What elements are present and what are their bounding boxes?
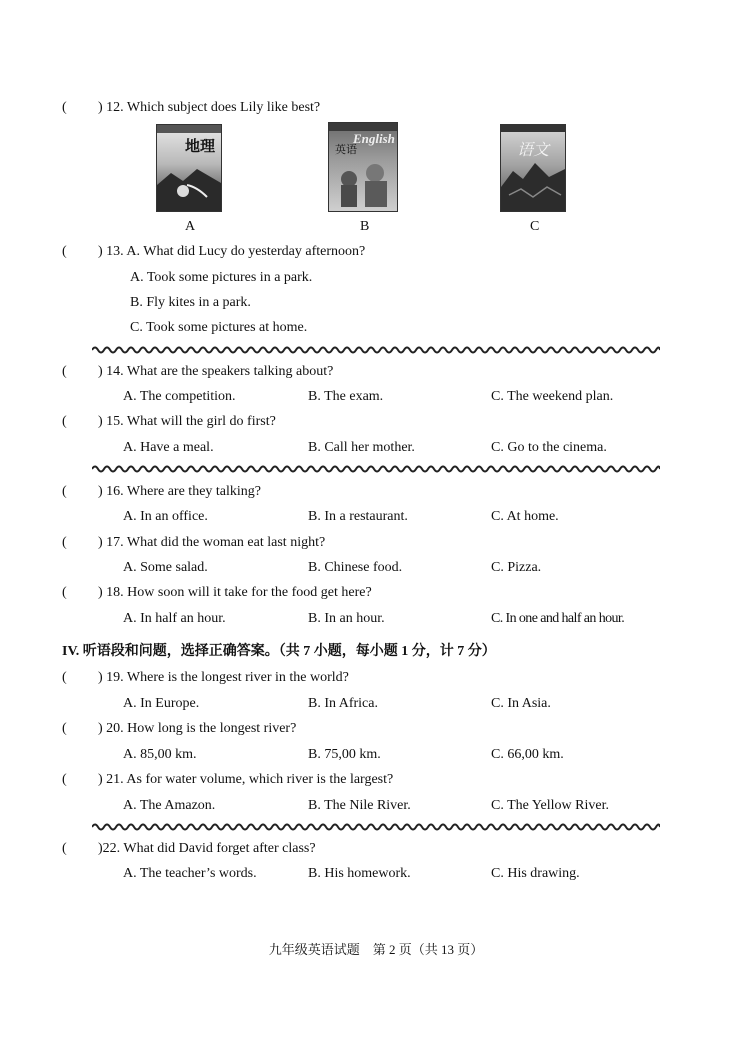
- question-22: )22. What did David forget after class?: [98, 841, 316, 856]
- page-footer: 九年级英语试题 第 2 页（共 13 页）: [268, 942, 484, 957]
- option-b: B. Fly kites in a park.: [130, 295, 251, 310]
- question-18: ) 18. How soon will it take for the food get here?: [98, 585, 372, 600]
- option-b: B. In a restaurant.: [308, 509, 408, 524]
- english-book-image[interactable]: [328, 122, 398, 212]
- question-20: ) 20. How long is the longest river?: [98, 721, 297, 736]
- option-a: A. Took some pictures in a park.: [130, 270, 313, 285]
- question-13: ) 13. A. What did Lucy do yesterday afternoon?: [98, 244, 366, 259]
- answer-paren[interactable]: (: [62, 772, 67, 787]
- question-16: ) 16. Where are they talking?: [98, 484, 262, 499]
- section-divider: [92, 345, 660, 355]
- option-b: B. 75,00 km.: [308, 747, 381, 762]
- section-divider: [92, 464, 660, 474]
- option-a: A. In Europe.: [123, 696, 200, 711]
- option-b: B. Call her mother.: [308, 440, 415, 455]
- option-c: C. 66,00 km.: [491, 747, 564, 762]
- geography-title: 地理: [185, 137, 216, 155]
- answer-paren[interactable]: (: [62, 484, 67, 499]
- option-c: C. His drawing.: [491, 866, 580, 881]
- option-c: C. The Yellow River.: [491, 798, 609, 813]
- question-19: ) 19. Where is the longest river in the world?: [98, 670, 349, 685]
- answer-paren[interactable]: (: [62, 721, 67, 736]
- english-title: 英语: [335, 143, 357, 156]
- option-a: A. The Amazon.: [123, 798, 216, 813]
- image-caption-a: A: [185, 219, 196, 234]
- image-caption-c: C: [530, 219, 540, 234]
- answer-paren[interactable]: (: [62, 535, 67, 550]
- option-a: A. In an office.: [123, 509, 208, 524]
- option-b: B. In Africa.: [308, 696, 378, 711]
- option-a: A. The teacher’s words.: [123, 866, 257, 881]
- answer-paren[interactable]: (: [62, 364, 67, 379]
- question-12: ) 12. Which subject does Lily like best?: [98, 100, 321, 115]
- option-a: A. Some salad.: [123, 560, 208, 575]
- question-15: ) 15. What will the girl do first?: [98, 414, 276, 429]
- answer-paren[interactable]: (: [62, 244, 67, 259]
- option-a: A. 85,00 km.: [123, 747, 197, 762]
- answer-paren[interactable]: (: [62, 585, 67, 600]
- option-a: A. Have a meal.: [123, 440, 214, 455]
- question-21: ) 21. As for water volume, which river is the largest?: [98, 772, 394, 787]
- chinese-title: 语文: [517, 140, 550, 159]
- option-c: C. The weekend plan.: [491, 389, 614, 404]
- option-b: B. His homework.: [308, 866, 411, 881]
- option-a: A. The competition.: [123, 389, 236, 404]
- answer-paren[interactable]: (: [62, 841, 67, 856]
- section-heading: IV. 听语段和问题，选择正确答案。（共 7 小题，每小题 1 分，计 7 分）: [62, 644, 496, 659]
- option-c: C. Took some pictures at home.: [130, 320, 308, 335]
- option-b: B. Chinese food.: [308, 560, 403, 575]
- image-caption-b: B: [360, 219, 370, 234]
- option-c: C. In one and half an hour.: [491, 611, 625, 626]
- option-b: B. The Nile River.: [308, 798, 411, 813]
- chinese-book-image[interactable]: [500, 124, 566, 212]
- answer-paren[interactable]: (: [62, 100, 67, 115]
- option-c: C. At home.: [491, 509, 559, 524]
- option-c: C. Go to the cinema.: [491, 440, 607, 455]
- option-a: A. In half an hour.: [123, 611, 226, 626]
- option-b: B. In an hour.: [308, 611, 385, 626]
- question-17: ) 17. What did the woman eat last night?: [98, 535, 326, 550]
- option-c: C. Pizza.: [491, 560, 542, 575]
- section-divider: [92, 822, 660, 832]
- question-14: ) 14. What are the speakers talking about?: [98, 364, 334, 379]
- english-subtitle: English: [353, 131, 395, 146]
- option-b: B. The exam.: [308, 389, 384, 404]
- answer-paren[interactable]: (: [62, 414, 67, 429]
- option-c: C. In Asia.: [491, 696, 551, 711]
- answer-paren[interactable]: (: [62, 670, 67, 685]
- geography-book-image[interactable]: [156, 124, 222, 212]
